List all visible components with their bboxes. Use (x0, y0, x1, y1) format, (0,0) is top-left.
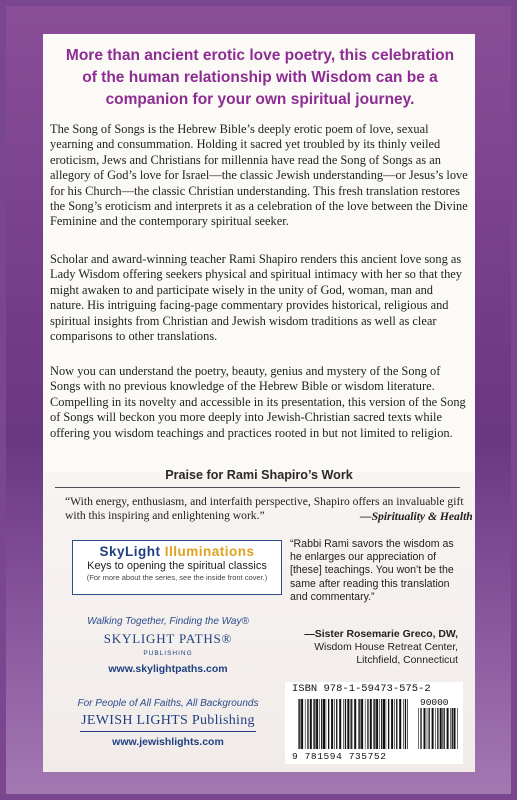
skylight-motto: Walking Together, Finding the Way® (87, 616, 249, 627)
praise-heading: Praise for Rami Shapiro’s Work (165, 468, 353, 482)
skylight-paths-logo: SKYLIGHT PATHS® (103, 631, 233, 646)
series-title-illuminations: Illuminations (164, 544, 255, 559)
description-paragraph-2: Scholar and award-winning teacher Rami Shapiro renders this ancient love song as Lady Wisdom offering seekers physical and spiritual intimacy with her so that they might awaken to and participate wisely in the unity of God, woman, man and nature. His intriguing facing-page commentary provides historical, religious and spiritual insights from Christian and Jewish wisdom traditions as well as clear comparisons to other translations. (50, 252, 462, 344)
quote2-place: Litchfield, Connecticut (356, 655, 458, 666)
quote2-name: —Sister Rosemarie Greco, DW, (304, 629, 458, 640)
series-title-skylight: SkyLight (99, 544, 161, 559)
divider (55, 487, 460, 488)
tagline: More than ancient erotic love poetry, this celebration of the human relationship with Wisdom can be a companion for your own spiritual journey. (65, 47, 455, 108)
praise-quote-1-source: —Spirituality & Health (360, 510, 473, 523)
description-paragraph-1: The Song of Songs is the Hebrew Bible’s deeply erotic poem of love, sexual yearning and consummation. Holding it sacred yet troubled by its thinly veiled eroticism, Jews and Christians for millennia have read the Song of Songs as an allegory of God’s love for Israel—the classic Jewish understanding—or Jesus’s love for his Church—the classic Christian understanding. This fresh translation restores the Song’s eroticism and interprets it as a celebration of the love between the Divine Feminine and the contemporary spiritual seeker. (50, 122, 468, 229)
price-code: 90000 (420, 697, 449, 708)
skylight-url[interactable]: www.skylightpaths.com (108, 663, 228, 675)
jewish-lights-motto: For People of All Faiths, All Backgrounds (77, 698, 259, 709)
praise-quote-1: “With energy, enthusiasm, and interfaith perspective, Shapiro offers an invaluable gift with this inspiring and enlightening work.” (65, 495, 464, 522)
praise-quote-2: “Rabbi Rami savors the wisdom as he enlarges our appreciation of [these] teachings. You won’t be the same after reading this translation and commentary.” (290, 538, 454, 603)
jewish-lights-url[interactable]: www.jewishlights.com (112, 736, 224, 748)
barcode-icon (298, 699, 408, 749)
series-note: (For more about the series, see the inside front cover.) (86, 573, 268, 582)
series-badge (72, 540, 282, 595)
praise-quote-2-source (290, 628, 458, 667)
quote2-org: Wisdom House Retreat Center, (314, 642, 458, 653)
description-paragraph-3: Now you can understand the poetry, beauty, genius and mystery of the Song of Songs with no previous knowledge of the Hebrew Bible or wisdom literature. Compelling in its novelty and accessible in its presentation, this version of the Song of Songs will beckon you more deeply into Jewish-Christian sacred texts while offering you wisdom teachings and practices rooted in but not limited to religion. (50, 364, 466, 440)
series-subtitle: Keys to opening the spiritual classics (87, 560, 267, 572)
skylight-publishing-label: PUBLISHING (143, 650, 193, 657)
barcode-addon-icon (418, 708, 458, 749)
isbn-text: ISBN 978-1-59473-575-2 (292, 683, 431, 695)
series-title (73, 544, 281, 559)
jewish-lights-logo: JEWISH LIGHTS Publishing (81, 713, 255, 728)
jewish-lights-underline (80, 731, 256, 732)
barcode-digits: 9 781594 735752 (292, 751, 387, 762)
